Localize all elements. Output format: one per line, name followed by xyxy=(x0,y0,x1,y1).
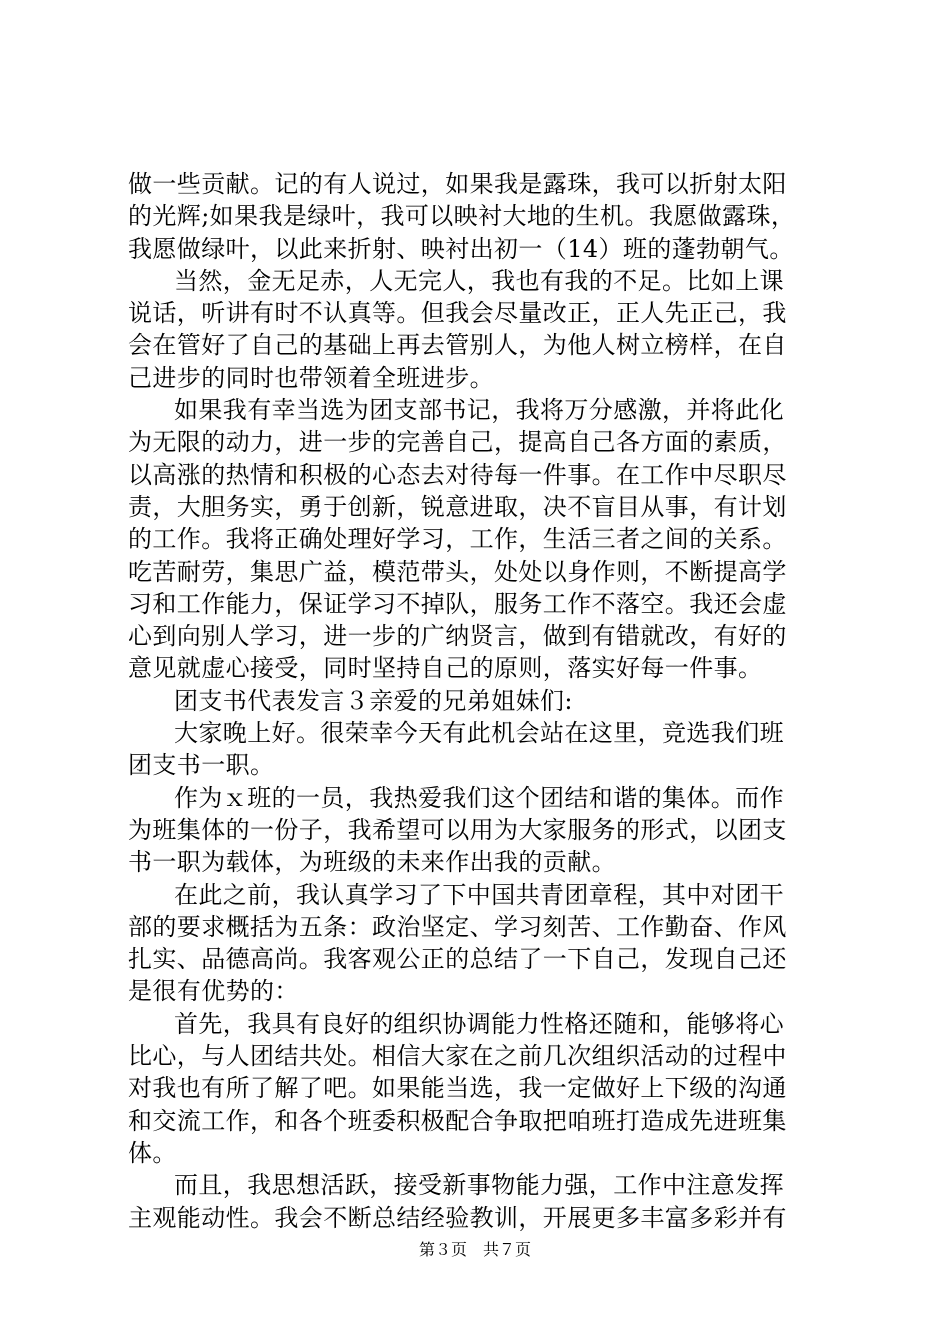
text-line: 是很有优势的： xyxy=(128,977,299,1006)
text-line: 意见就虚心接受，同时坚持自己的原则，落实好每一件事。 xyxy=(128,654,763,683)
text-line: 团支书一职。 xyxy=(128,751,275,780)
page-footer: 第３页 共７页 xyxy=(418,1240,531,1259)
text-line: 为班集体的一份子，我希望可以用为大家服务的形式，以团支 xyxy=(128,815,787,844)
text-line: 体。 xyxy=(128,1138,177,1167)
text-line: 如果我有幸当选为团支部书记，我将万分感激，并将此化 xyxy=(174,396,784,425)
text-line: 团支书代表发言３亲爱的兄弟姐妹们: xyxy=(174,686,573,715)
text-line: 以高涨的热情和积极的心态去对待每一件事。在工作中尽职尽 xyxy=(128,460,787,489)
text-line: 责，大胆务实，勇于创新，锐意进取，决不盲目从事，有计划 xyxy=(128,492,787,521)
text-line: 为无限的动力，进一步的完善自己，提高自己各方面的素质， xyxy=(128,428,787,457)
text-line: 和交流工作，和各个班委积极配合争取把咱班打造成先进班集 xyxy=(128,1106,787,1135)
text-line: 部的要求概括为五条：政治坚定、学习刻苦、工作勤奋、作风 xyxy=(128,912,787,941)
document-body xyxy=(128,168,834,1234)
text-line: 我愿做绿叶，以此来折射、映衬出初一（14）班的蓬勃朝气。 xyxy=(128,234,794,263)
text-line: 说话，听讲有时不认真等。但我会尽量改正，正人先正己，我 xyxy=(128,299,787,328)
text-line: 在此之前，我认真学习了下中国共青团章程，其中对团干 xyxy=(174,880,784,909)
text-line: 比心，与人团结共处。相信大家在之前几次组织活动的过程中 xyxy=(128,1042,787,1071)
text-line: 的光辉;如果我是绿叶，我可以映衬大地的生机。我愿做露珠， xyxy=(128,202,796,231)
text-line: 扎实、品德高尚。我客观公正的总结了一下自己，发现自己还 xyxy=(128,945,787,974)
text-line: 首先，我具有良好的组织协调能力性格还随和，能够将心 xyxy=(174,1009,784,1038)
text-line: 的工作。我将正确处理好学习，工作，生活三者之间的关系。 xyxy=(128,525,787,554)
text-line: 而且，我思想活跃，接受新事物能力强，工作中注意发挥 xyxy=(174,1171,784,1200)
text-line: 对我也有所了解了吧。如果能当选，我一定做好上下级的沟通 xyxy=(128,1074,787,1103)
text-line: 书一职为载体，为班级的未来作出我的贡献。 xyxy=(128,848,616,877)
text-line: 主观能动性。我会不断总结经验教训，开展更多丰富多彩并有 xyxy=(128,1203,787,1232)
text-line: 吃苦耐劳，集思广益，模范带头，处处以身作则，不断提高学 xyxy=(128,557,787,586)
text-line: 习和工作能力，保证学习不掉队，服务工作不落空。我还会虚 xyxy=(128,589,787,618)
text-line: 大家晚上好。很荣幸今天有此机会站在这里，竞选我们班 xyxy=(174,719,784,748)
text-line: 会在管好了自己的基础上再去管别人，为他人树立榜样，在自 xyxy=(128,331,787,360)
text-line: 做一些贡献。记的有人说过，如果我是露珠，我可以折射太阳 xyxy=(128,170,787,198)
text-line: 作为ｘ班的一员，我热爱我们这个团结和谐的集体。而作 xyxy=(174,783,784,812)
text-line: 心到向别人学习，进一步的广纳贤言，做到有错就改，有好的 xyxy=(128,622,787,651)
text-line: 当然，金无足赤，人无完人，我也有我的不足。比如上课 xyxy=(174,266,784,295)
text-line: 己进步的同时也带领着全班进步。 xyxy=(128,363,494,392)
